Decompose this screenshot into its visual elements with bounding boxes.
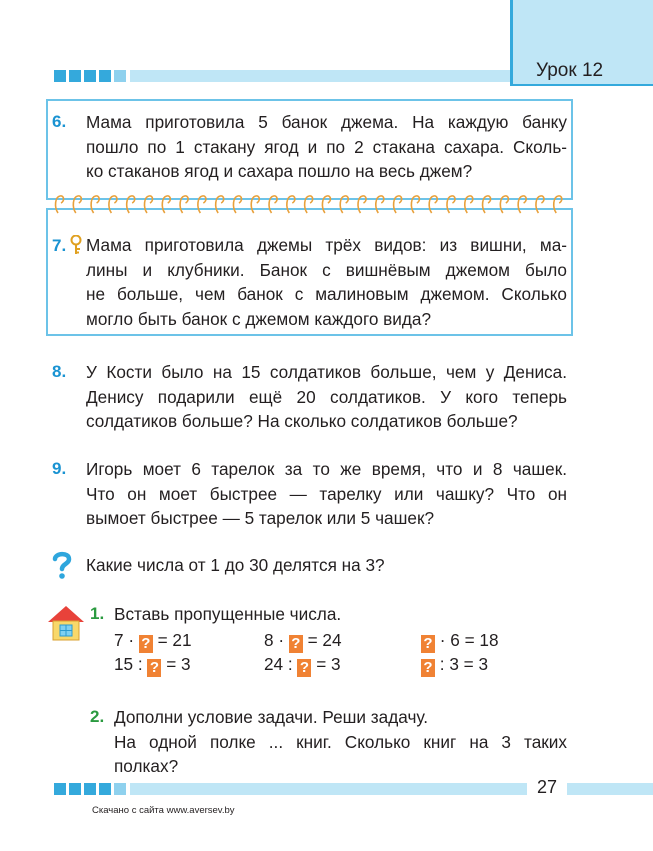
equation-part: : 3 = 3 — [435, 654, 489, 674]
equation-part: = 3 — [161, 654, 191, 674]
blank-box[interactable]: ? — [421, 659, 435, 677]
homework-2-number: 2. — [90, 707, 105, 726]
homework-1-number: 1. — [90, 604, 105, 623]
spiral-ring — [162, 196, 170, 213]
spiral-ring — [305, 196, 313, 213]
homework-1-title-line: Вставь пропущенные числа. — [114, 604, 342, 624]
blank-box[interactable]: ? — [289, 635, 303, 653]
problem-9-number: 9. — [52, 459, 67, 478]
homework-2-text — [114, 705, 567, 779]
problem-9-line: Игорь моет 6 тарелок за то же время, что и 8 чашек. — [86, 459, 567, 479]
equation — [114, 630, 192, 653]
header-squares — [54, 70, 126, 82]
problem-7-line: лины и клубники. Банок с вишнёвым джемом было — [86, 259, 567, 280]
spiral-binding — [52, 193, 568, 217]
homework-2-line: Дополни условие задачи. Реши задачу. — [114, 707, 429, 727]
equation-part: = 24 — [302, 630, 342, 650]
house-icon — [46, 604, 86, 642]
blank-box[interactable]: ? — [297, 659, 311, 677]
question-line: Какие числа от 1 до 30 делятся на 3? — [86, 555, 385, 575]
header-bar — [130, 70, 510, 82]
spiral-ring — [447, 196, 455, 213]
spiral-ring — [411, 196, 419, 213]
problem-9-line: Что он моет быстрее — тарелку или чашку? Что он — [86, 483, 567, 504]
spiral-ring — [554, 196, 562, 213]
spiral-ring — [465, 196, 473, 213]
spiral-ring — [198, 196, 206, 213]
spiral-ring — [518, 196, 526, 213]
equation-part: · 6 = 18 — [435, 630, 499, 650]
problem-8-text — [86, 360, 567, 434]
spiral-ring — [287, 196, 295, 213]
spiral-ring — [340, 196, 348, 213]
blank-box[interactable]: ? — [139, 635, 153, 653]
problem-7-line: могло быть банок с джемом каждого вида? — [86, 308, 432, 329]
spiral-ring — [144, 196, 152, 213]
problem-7-line: Мама приготовила джемы трёх видов: из вишни, ма- — [86, 235, 567, 255]
problem-9-text — [86, 457, 567, 531]
spiral-ring — [269, 196, 277, 213]
blank-box[interactable]: ? — [421, 635, 435, 653]
problem-6-line: ко стаканов ягод и сахара пошло на весь джем? — [86, 161, 473, 181]
spiral-ring — [394, 196, 402, 213]
equation-part: 24 : — [264, 654, 298, 674]
problem-8-line: У Кости было на 15 солдатиков больше, чем у Дениса. — [86, 362, 567, 382]
equation — [421, 630, 499, 653]
spiral-ring — [216, 196, 224, 213]
equation — [264, 654, 341, 677]
footer-squares — [54, 783, 126, 795]
equation — [421, 654, 488, 677]
problem-6-text — [86, 110, 567, 184]
spiral-ring — [91, 196, 99, 213]
equation — [264, 630, 342, 653]
lesson-title: Урок 12 — [536, 60, 604, 81]
blank-box[interactable]: ? — [147, 659, 161, 677]
equation-part: = 3 — [311, 654, 341, 674]
footer-bar — [130, 783, 527, 795]
homework-2-line: На одной полке ... книг. Сколько книг на 3 таких — [114, 731, 567, 752]
spiral-ring — [127, 196, 135, 213]
equation-part: 15 : — [114, 654, 148, 674]
footer-bar-right — [567, 783, 653, 795]
problem-6-number: 6. — [52, 112, 67, 131]
problem-6-line: пошло по 1 стакану ягод и по 2 стакана сахара. Сколь- — [86, 136, 567, 157]
problem-7-line: не больше, чем банок с малиновым джемом. Сколько — [86, 284, 567, 304]
spiral-ring — [56, 196, 64, 213]
problem-8-number: 8. — [52, 362, 67, 381]
spiral-ring — [251, 196, 259, 213]
equation-part: = 21 — [152, 630, 192, 650]
homework-2-line: полках? — [114, 756, 179, 776]
spiral-ring — [500, 196, 508, 213]
problem-7-text — [86, 233, 567, 331]
spiral-ring — [180, 196, 188, 213]
equation-part: 8 · — [264, 630, 289, 650]
problem-8-line: солдатиков больше? На сколько солдатиков больше? — [86, 411, 518, 431]
spiral-ring — [376, 196, 384, 213]
spiral-ring — [73, 196, 81, 213]
spiral-ring — [109, 196, 117, 213]
problem-8-line: Денису подарили ещё 20 солдатиков. У кого теперь — [86, 386, 567, 407]
key-icon — [69, 235, 83, 255]
problem-9-line: вымоет быстрее — 5 тарелок или 5 чашек? — [86, 508, 435, 528]
page-number: 27 — [537, 777, 558, 797]
spiral-ring — [358, 196, 366, 213]
problem-7-number: 7. — [52, 236, 67, 255]
equation — [114, 654, 191, 677]
question-mark-icon — [50, 550, 74, 580]
source-note: Скачано с сайта www.aversev.by — [92, 805, 235, 816]
spiral-ring — [536, 196, 544, 213]
question-text — [86, 553, 567, 578]
problem-6-line: Мама приготовила 5 банок джема. На каждую банку — [86, 112, 567, 132]
spiral-ring — [483, 196, 491, 213]
spiral-ring — [322, 196, 330, 213]
spiral-ring — [429, 196, 437, 213]
equation-part: 7 · — [114, 630, 139, 650]
spiral-ring — [233, 196, 241, 213]
homework-1-title — [114, 602, 341, 627]
